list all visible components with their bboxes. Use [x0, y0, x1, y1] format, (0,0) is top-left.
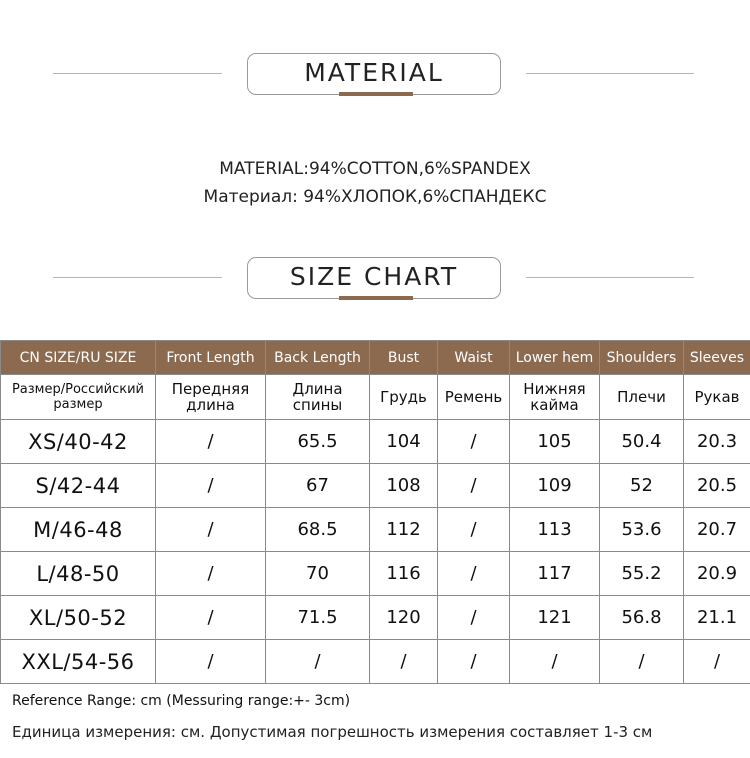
table-cell: / — [156, 552, 266, 596]
size-chart-table — [0, 340, 750, 684]
material-title-box — [247, 53, 501, 95]
table-cell: / — [156, 420, 266, 464]
table-cell: / — [684, 640, 750, 684]
header-row-en — [1, 341, 750, 375]
table-cell: 120 — [370, 596, 438, 640]
table-cell: 20.7 — [684, 508, 750, 552]
material-en: MATERIAL:94%COTTON,6%SPANDEX — [219, 159, 531, 179]
measurement-note-ru: Единица измерения: см. Допустимая погрешность измерения составляет 1-3 см — [12, 723, 653, 741]
size-chart-section-header — [0, 257, 750, 301]
divider-line — [526, 73, 694, 74]
table-cell: 55.2 — [600, 552, 684, 596]
table-cell: / — [438, 552, 510, 596]
header-shoulders: Shoulders — [600, 341, 684, 375]
table-cell: 108 — [370, 464, 438, 508]
table-cell: / — [438, 420, 510, 464]
table-cell: / — [438, 464, 510, 508]
table-cell: 50.4 — [600, 420, 684, 464]
table-row — [1, 552, 750, 596]
size-chart-title: SIZE CHART — [289, 262, 459, 291]
table-row — [1, 420, 750, 464]
table-row — [1, 508, 750, 552]
header-bust-ru: Грудь — [370, 375, 438, 420]
table-cell: / — [156, 508, 266, 552]
table-cell: 112 — [370, 508, 438, 552]
table-cell: 20.5 — [684, 464, 750, 508]
table-row — [1, 640, 750, 684]
title-underline — [339, 92, 413, 96]
header-bust: Bust — [370, 341, 438, 375]
header-waist: Waist — [438, 341, 510, 375]
table-cell: 20.3 — [684, 420, 750, 464]
title-underline — [339, 296, 413, 300]
material-title: MATERIAL — [304, 58, 444, 87]
table-cell: 20.9 — [684, 552, 750, 596]
table-cell: L/48-50 — [1, 552, 156, 596]
table-cell: 56.8 — [600, 596, 684, 640]
material-ru: Материал: 94%ХЛОПОК,6%СПАНДЕКС — [203, 187, 547, 207]
table-cell: 65.5 — [266, 420, 370, 464]
table-cell: 117 — [510, 552, 600, 596]
header-row-ru — [1, 375, 750, 420]
table-cell: / — [156, 640, 266, 684]
header-front-length: Front Length — [156, 341, 266, 375]
divider-line — [526, 277, 694, 278]
header-lower-hem: Lower hem — [510, 341, 600, 375]
table-cell: 53.6 — [600, 508, 684, 552]
header-size-ru: Размер/Российский размер — [1, 375, 156, 420]
table-cell: XXL/54-56 — [1, 640, 156, 684]
table-cell: / — [438, 596, 510, 640]
header-back-length-ru: Длина спины — [266, 375, 370, 420]
header-size: CN SIZE/RU SIZE — [1, 341, 156, 375]
table-cell: / — [438, 508, 510, 552]
table-cell: / — [510, 640, 600, 684]
divider-line — [53, 277, 222, 278]
table-cell: 109 — [510, 464, 600, 508]
table-cell: 113 — [510, 508, 600, 552]
table-row — [1, 596, 750, 640]
table-cell: 105 — [510, 420, 600, 464]
table-cell: 70 — [266, 552, 370, 596]
table-row — [1, 464, 750, 508]
table-cell: 68.5 — [266, 508, 370, 552]
table-cell: / — [600, 640, 684, 684]
divider-line — [53, 73, 222, 74]
table-cell: / — [266, 640, 370, 684]
table-cell: / — [156, 464, 266, 508]
header-shoulders-ru: Плечи — [600, 375, 684, 420]
table-cell: M/46-48 — [1, 508, 156, 552]
table-cell: S/42-44 — [1, 464, 156, 508]
table-cell: 121 — [510, 596, 600, 640]
reference-range-note: Reference Range: cm (Messuring range:+- 3cm) — [12, 693, 351, 709]
header-waist-ru: Ремень — [438, 375, 510, 420]
size-chart-title-box — [247, 257, 501, 299]
table-cell: / — [370, 640, 438, 684]
table-cell: 52 — [600, 464, 684, 508]
table-cell: 104 — [370, 420, 438, 464]
header-front-length-ru: Передняя длина — [156, 375, 266, 420]
header-back-length: Back Length — [266, 341, 370, 375]
table-cell: 67 — [266, 464, 370, 508]
header-lower-hem-ru: Нижняя кайма — [510, 375, 600, 420]
header-sleeves: Sleeves — [684, 341, 750, 375]
table-cell: XL/50-52 — [1, 596, 156, 640]
table-cell: 21.1 — [684, 596, 750, 640]
table-cell: / — [438, 640, 510, 684]
table-cell: / — [156, 596, 266, 640]
table-cell: XS/40-42 — [1, 420, 156, 464]
material-section-header — [0, 53, 750, 97]
header-sleeves-ru: Рукав — [684, 375, 750, 420]
table-cell: 116 — [370, 552, 438, 596]
table-cell: 71.5 — [266, 596, 370, 640]
